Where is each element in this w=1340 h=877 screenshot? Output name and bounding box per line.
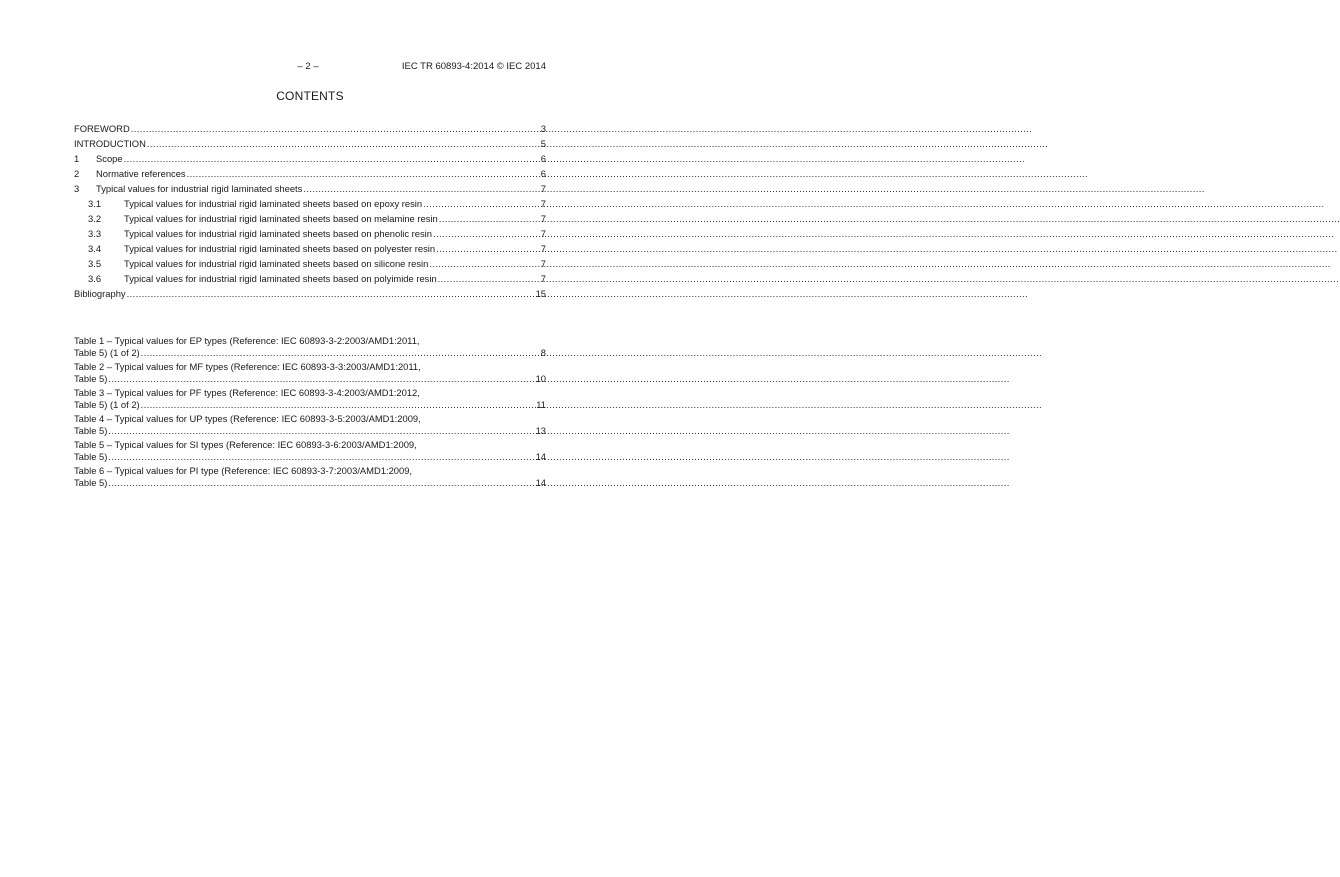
toc-list <box>74 122 546 302</box>
contents-title: CONTENTS <box>276 89 344 103</box>
table-entry-6[interactable] <box>74 465 546 491</box>
dot-leader <box>131 122 540 135</box>
toc-entry-label: Typical values for industrial rigid laminated sheets based on polyester resin <box>124 243 436 254</box>
toc-entry-epoxy[interactable] <box>74 197 546 212</box>
toc-entry-label: Scope <box>96 153 123 164</box>
table-entry-1[interactable] <box>74 335 546 361</box>
dot-leader <box>108 451 534 463</box>
toc-entry-page: 7 <box>540 243 546 254</box>
dot-leader <box>303 182 539 195</box>
dot-leader <box>436 242 540 255</box>
table-entry-page: 10 <box>535 373 546 384</box>
toc-entry-number: 3.3 <box>88 228 102 239</box>
dot-leader <box>433 227 540 240</box>
table-entry-title: Table 3 – Typical values for PF types (Reference: IEC 60893-3-4:2003/AMD1:2012, <box>74 387 420 398</box>
table-entry-continuation: Table 5) <box>74 373 108 384</box>
toc-entry-number: 3.6 <box>88 273 102 284</box>
toc-entry-label: Bibliography <box>74 288 126 299</box>
table-entry-page: 13 <box>535 425 546 436</box>
table-entry-continuation: Table 5) (1 of 2) <box>74 399 140 410</box>
toc-entry-label: Typical values for industrial rigid laminated sheets based on polyimide resin <box>124 273 437 284</box>
toc-entry-polyimide[interactable] <box>74 272 546 287</box>
toc-entry-page: 7 <box>540 198 546 209</box>
table-entry-page: 14 <box>535 451 546 462</box>
toc-entry-label: INTRODUCTION <box>74 138 146 149</box>
toc-entry-normative-references[interactable] <box>74 167 546 182</box>
toc-entry-number: 3 <box>74 183 80 194</box>
toc-entry-label: Typical values for industrial rigid laminated sheets based on epoxy resin <box>124 198 423 209</box>
dot-leader <box>423 197 540 210</box>
toc-entry-introduction[interactable] <box>74 137 546 152</box>
toc-entry-page: 6 <box>540 168 546 179</box>
toc-entry-number: 2 <box>74 168 80 179</box>
dot-leader <box>108 373 534 385</box>
toc-entry-label: Typical values for industrial rigid laminated sheets based on melamine resin <box>124 213 438 224</box>
table-entry-continuation: Table 5) <box>74 425 108 436</box>
toc-entry-polyester[interactable] <box>74 242 546 257</box>
toc-entry-number: 3.4 <box>88 243 102 254</box>
page-header <box>0 61 620 73</box>
table-entry-2[interactable] <box>74 361 546 387</box>
document-reference: IEC TR 60893-4:2014 © IEC 2014 <box>401 61 546 72</box>
toc-entry-page: 15 <box>535 288 546 299</box>
toc-entry-number: 3.5 <box>88 258 102 269</box>
toc-entry-foreword[interactable] <box>74 122 546 137</box>
dot-leader <box>429 257 539 270</box>
dot-leader <box>141 399 536 411</box>
toc-entry-typical-values[interactable] <box>74 182 546 197</box>
toc-entry-page: 7 <box>540 183 546 194</box>
table-entry-continuation: Table 5) <box>74 477 108 488</box>
toc-entry-phenolic[interactable] <box>74 227 546 242</box>
dot-leader <box>108 477 534 489</box>
dot-leader <box>147 137 540 150</box>
dot-leader <box>124 152 540 165</box>
table-entry-title: Table 5 – Typical values for SI types (Reference: IEC 60893-3-6:2003/AMD1:2009, <box>74 439 417 450</box>
table-entry-5[interactable] <box>74 439 546 465</box>
table-entry-title: Table 2 – Typical values for MF types (Reference: IEC 60893-3-3:2003/AMD1:2011, <box>74 361 421 372</box>
toc-entry-label: Typical values for industrial rigid laminated sheets <box>96 183 303 194</box>
table-entry-page: 14 <box>535 477 546 488</box>
dot-leader <box>108 425 534 437</box>
toc-entry-number: 3.2 <box>88 213 102 224</box>
table-entry-page: 8 <box>540 347 546 358</box>
toc-entry-bibliography[interactable] <box>74 287 546 302</box>
table-entry-4[interactable] <box>74 413 546 439</box>
table-entry-title: Table 4 – Typical values for UP types (Reference: IEC 60893-3-5:2003/AMD1:2009, <box>74 413 421 424</box>
table-entry-3[interactable] <box>74 387 546 413</box>
table-entry-continuation: Table 5) (1 of 2) <box>74 347 140 358</box>
toc-entry-page: 5 <box>540 138 546 149</box>
toc-entry-melamine[interactable] <box>74 212 546 227</box>
toc-entry-page: 6 <box>540 153 546 164</box>
toc-entry-label: Typical values for industrial rigid laminated sheets based on phenolic resin <box>124 228 432 239</box>
table-entry-page: 11 <box>536 399 546 410</box>
toc-entry-page: 7 <box>540 258 546 269</box>
dot-leader <box>438 272 540 285</box>
toc-entry-page: 7 <box>540 213 546 224</box>
toc-entry-silicone[interactable] <box>74 257 546 272</box>
dot-leader <box>127 287 535 300</box>
dot-leader <box>141 347 540 359</box>
toc-entry-number: 1 <box>74 153 80 164</box>
toc-entry-label: FOREWORD <box>74 123 130 134</box>
dot-leader <box>187 167 540 180</box>
table-entry-title: Table 6 – Typical values for PI type (Reference: IEC 60893-3-7:2003/AMD1:2009, <box>74 465 413 476</box>
toc-entry-page: 7 <box>540 273 546 284</box>
table-entry-title: Table 1 – Typical values for EP types (Reference: IEC 60893-3-2:2003/AMD1:2011, <box>74 335 420 346</box>
table-list <box>74 335 546 491</box>
toc-entry-scope[interactable] <box>74 152 546 167</box>
dot-leader <box>439 212 540 225</box>
toc-entry-label: Typical values for industrial rigid laminated sheets based on silicone resin <box>124 258 429 269</box>
toc-entry-page: 7 <box>540 228 546 239</box>
table-entry-continuation: Table 5) <box>74 451 108 462</box>
toc-entry-label: Normative references <box>96 168 186 179</box>
toc-entry-number: 3.1 <box>88 198 102 209</box>
page-number: – 2 – <box>297 61 319 72</box>
toc-entry-page: 3 <box>540 123 546 134</box>
